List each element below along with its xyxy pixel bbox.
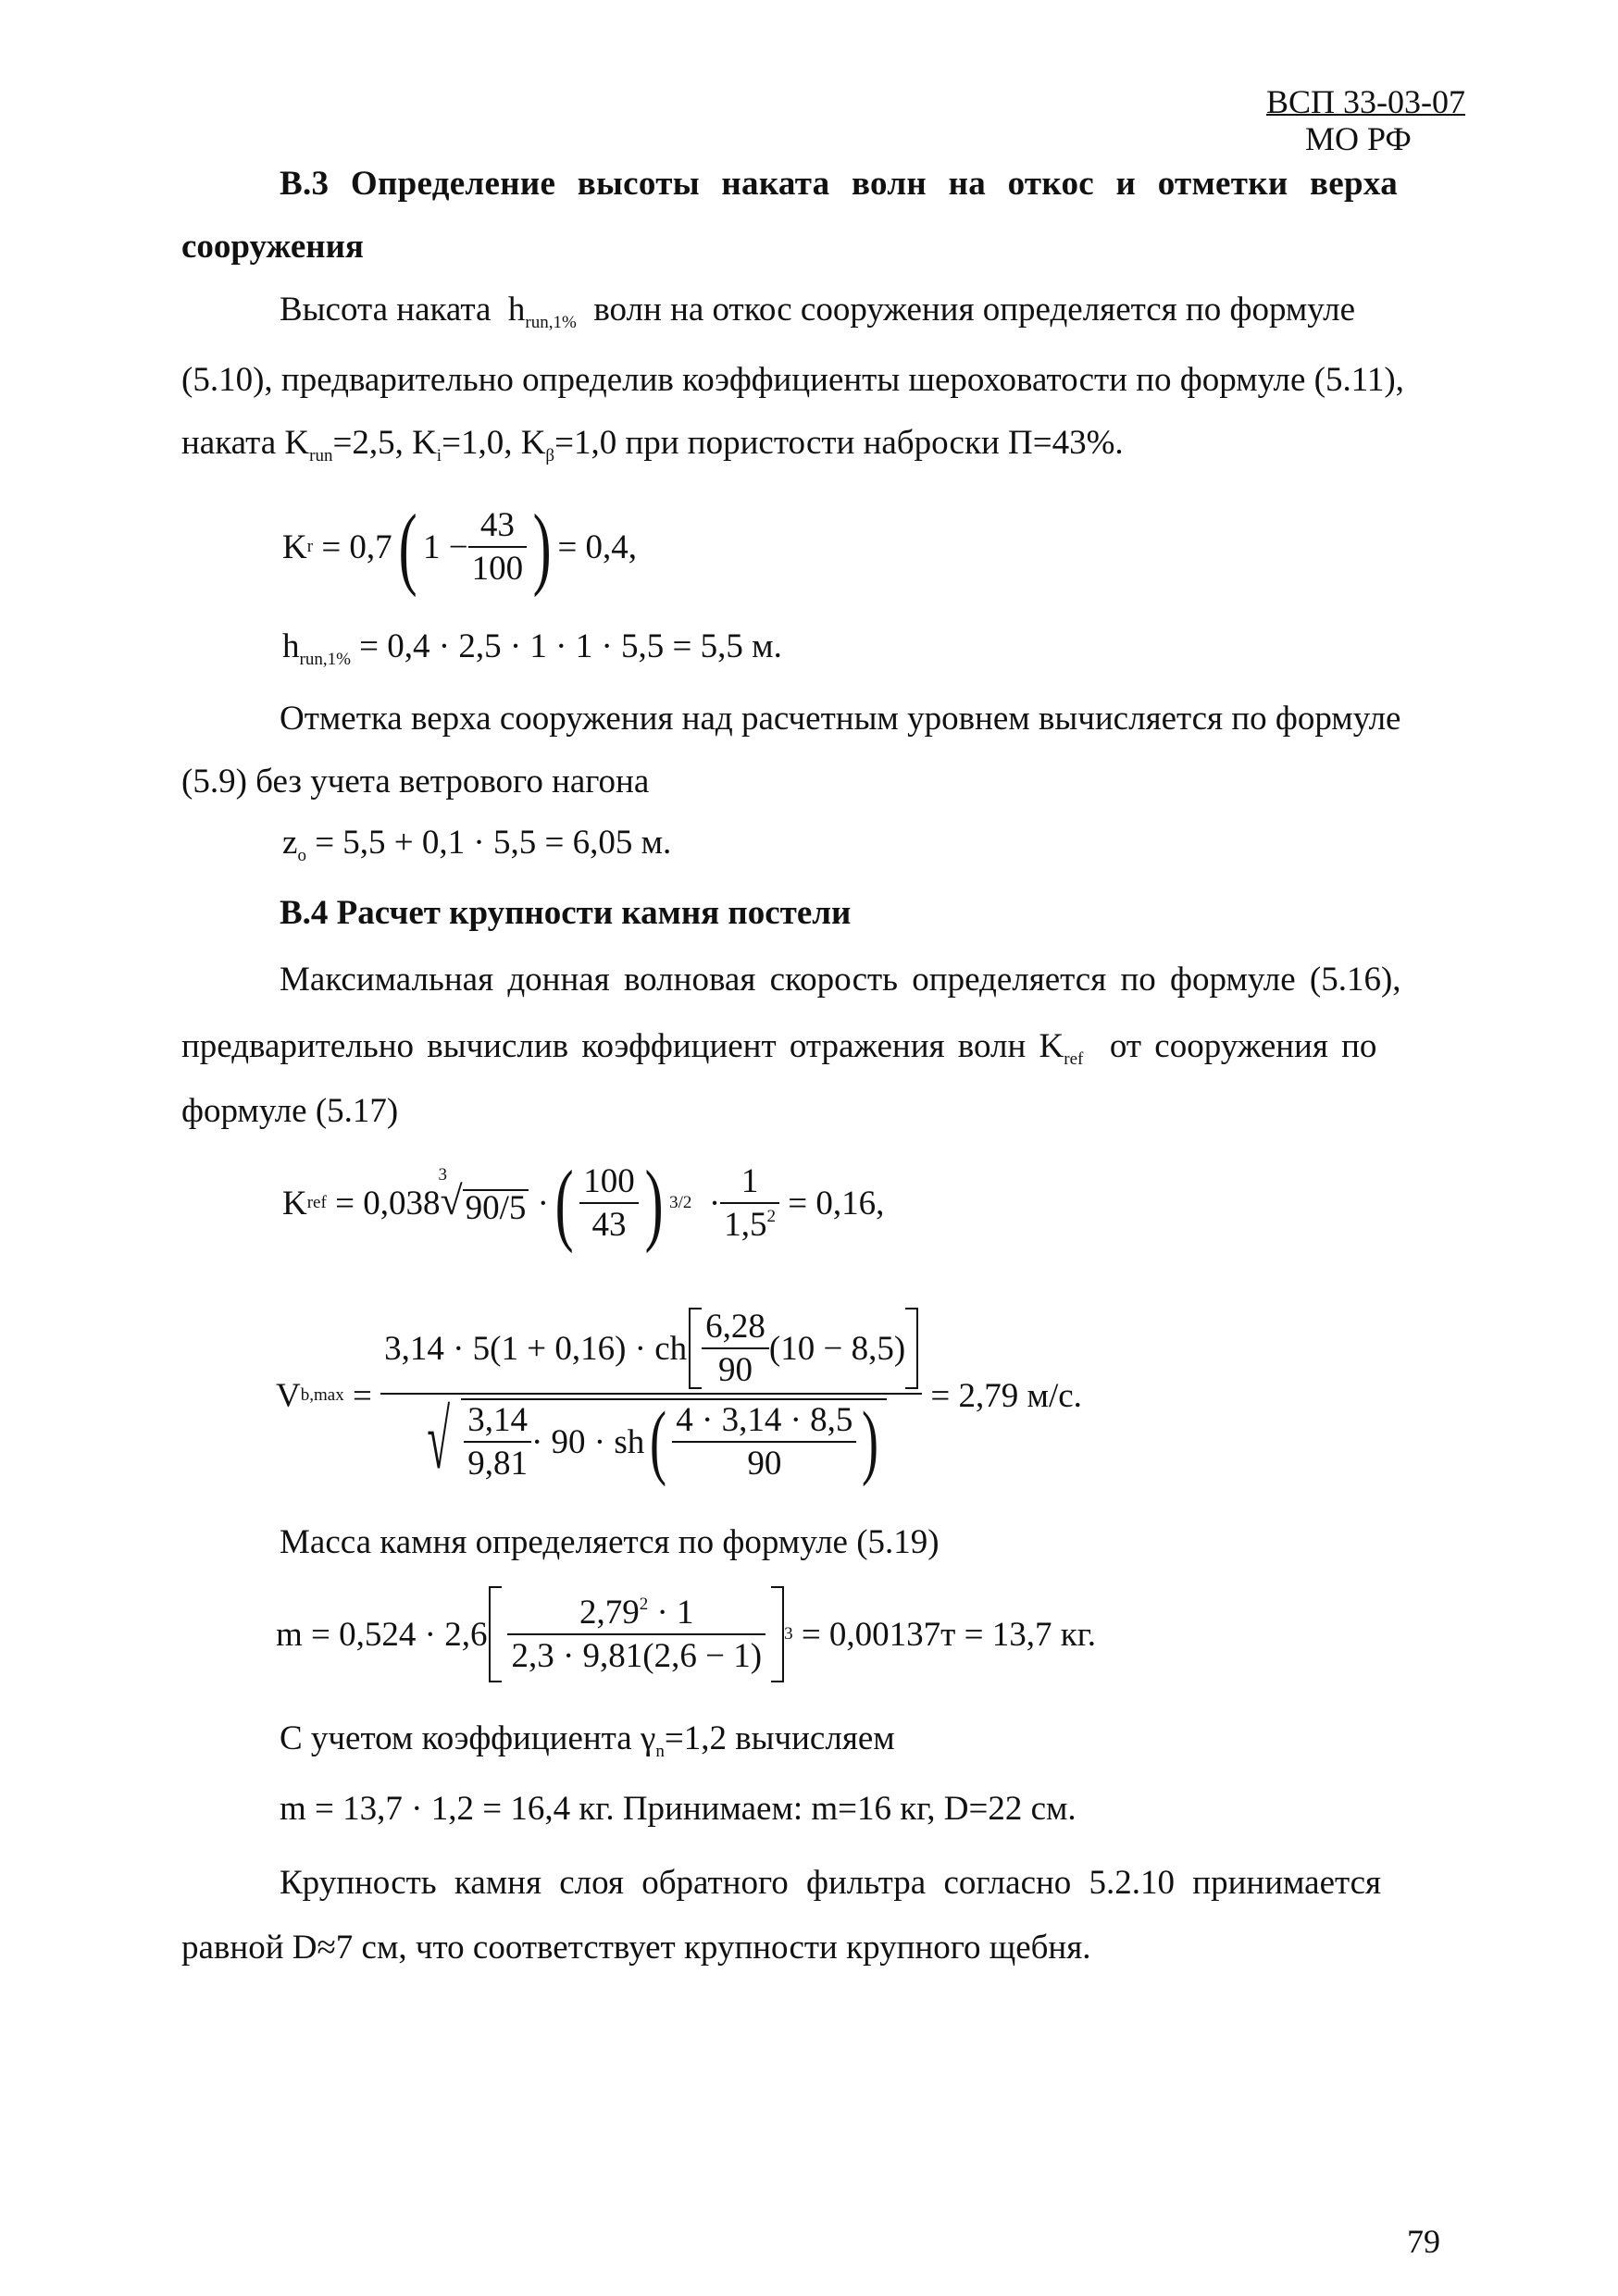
eq6-denominator: 2,3 · 9,81(2,6 − 1) bbox=[511, 1637, 763, 1675]
eq6-bracket-close bbox=[771, 1586, 784, 1682]
eq4-coef: = 0,038 bbox=[335, 1184, 441, 1222]
b4-p5-text-a: С учетом коэффициента γ bbox=[280, 1719, 656, 1757]
eq3-rhs: = 5,5 + 0,1 · 5,5 = 6,05 м. bbox=[315, 824, 672, 862]
eq5-den-text: · 90 · sh bbox=[530, 1422, 645, 1461]
eq4-dot1: · bbox=[537, 1184, 549, 1222]
eq5-num-frac-den: 90 bbox=[718, 1351, 753, 1389]
eq5-equals: = bbox=[352, 1376, 372, 1415]
doc-code: ВСП 33-03-07 bbox=[1266, 83, 1465, 120]
eq6-bracket-open bbox=[489, 1586, 502, 1682]
ki-subscript: i bbox=[436, 446, 442, 465]
eq5-numerator bbox=[380, 1308, 922, 1395]
eq6-num-value: 2,79 bbox=[579, 1594, 640, 1632]
b4-p2-text-b: от сооружения по bbox=[1109, 1027, 1377, 1065]
eq1-denominator: 100 bbox=[471, 550, 524, 588]
eq5-num-paren: (10 − 8,5) bbox=[768, 1329, 906, 1368]
gamma-subscript: n bbox=[655, 1742, 665, 1761]
b3-p3-text-c: =1,0, K bbox=[442, 424, 546, 462]
eq6-result: = 0,00137т = 13,7 кг. bbox=[801, 1615, 1096, 1654]
b4-p2-text-a: предварительно вычислив коэффициент отражения волн K bbox=[181, 1027, 1064, 1065]
eq6-fraction bbox=[507, 1595, 765, 1673]
eq1-paren-close: ) bbox=[532, 495, 552, 598]
eq6-numerator bbox=[507, 1595, 765, 1635]
eq4-paren-open: ( bbox=[554, 1151, 574, 1254]
eq1-fraction bbox=[468, 508, 528, 586]
eq5-den-fraction2 bbox=[672, 1403, 856, 1481]
eq4-fraction1 bbox=[579, 1164, 639, 1242]
b3-paragraph-line5: (5.9) без учета ветрового нагона bbox=[181, 763, 650, 800]
equation-mass: m = 0,524 · 2,6 $\frac{2,79^2 \cdot 1}{2,3 \cdot 9,81(2,6 - 1)}$ 3 = 0,00137т = 13,7 кг. bbox=[276, 1579, 1096, 1690]
eq3-lhs-sub: o bbox=[297, 846, 306, 865]
eq5-den-paren-open: ( bbox=[650, 1396, 667, 1487]
eq4-fraction2 bbox=[720, 1164, 779, 1242]
eq5-main-fraction bbox=[380, 1308, 922, 1487]
eq5-den-frac1-num: 3,14 bbox=[464, 1403, 531, 1443]
eq2-lhs-sub: run,1% bbox=[299, 650, 351, 669]
eq5-num-text: 3,14 · 5(1 + 0,16) · ch bbox=[384, 1329, 688, 1368]
eq4-den2-wrap bbox=[720, 1204, 779, 1242]
eq4-den2: 1,5 bbox=[724, 1206, 767, 1244]
eq4-num2: 1 bbox=[720, 1164, 779, 1204]
eq5-num-fraction bbox=[702, 1309, 769, 1387]
eq4-paren-close: ) bbox=[644, 1151, 664, 1254]
b4-paragraph-line6: m = 13,7 · 1,2 = 16,4 кг. Принимаем: m=16 кг, D=22 см. bbox=[280, 1790, 1077, 1828]
eq4-result: = 0,16, bbox=[788, 1184, 885, 1222]
eq5-denominator bbox=[380, 1395, 922, 1487]
eq2-lhs: h bbox=[282, 627, 300, 665]
equation-kr: K r = 0,7 ( 1 − $\frac{43}{100}$ ) = 0,4, bbox=[282, 495, 638, 598]
section-b3-heading-line1: В.3 Определение высоты наката волн на откос и отметки верха bbox=[280, 165, 1398, 203]
eq4-num1: 100 bbox=[579, 1164, 639, 1204]
eq2-rhs: = 0,4 · 2,5 · 1 · 1 · 5,5 = 5,5 м. bbox=[359, 627, 782, 665]
eq5-lhs: V bbox=[276, 1376, 301, 1415]
eq1-paren-open: ( bbox=[398, 495, 417, 598]
b3-paragraph-line4: Отметка верха сооружения над расчетным уровнем вычисляется по формуле bbox=[280, 700, 1401, 738]
b3-paragraph-line2: (5.10), предварительно определив коэффициенты шероховатости по формуле (5.11), bbox=[181, 361, 1404, 399]
eq5-num-frac-num: 6,28 bbox=[702, 1309, 769, 1349]
eq5-num-bracket-open bbox=[689, 1308, 702, 1389]
eq1-numerator: 43 bbox=[468, 508, 528, 548]
kref-subscript: ref bbox=[1064, 1049, 1084, 1069]
b4-paragraph-line2 bbox=[181, 1027, 1377, 1069]
eq6-lhs: m = 0,524 · 2,6 bbox=[276, 1615, 488, 1654]
section-b3-heading-line2: сооружения bbox=[181, 228, 364, 266]
hrun-subscript: run,1% bbox=[525, 313, 577, 332]
eq6-num-tail: · 1 bbox=[656, 1594, 694, 1632]
eq6-num-exp: 2 bbox=[639, 1595, 649, 1614]
eq4-den2-exp: 2 bbox=[766, 1207, 776, 1226]
org-label: МО РФ bbox=[1305, 120, 1412, 157]
sqrt-sign-icon: √ bbox=[427, 1395, 450, 1486]
eq1-coef: = 0,7 bbox=[321, 527, 392, 566]
eq4-radical: 3 √90/5 bbox=[440, 1181, 529, 1224]
eq5-den-frac2-num: 4 · 3,14 · 8,5 bbox=[672, 1403, 856, 1443]
page-number: 79 bbox=[1407, 2223, 1440, 2260]
eq4-lhs: K bbox=[282, 1184, 307, 1222]
eq5-sqrt-content bbox=[461, 1396, 887, 1487]
hrun-symbol: h bbox=[507, 291, 526, 329]
equation-hrun bbox=[282, 627, 782, 669]
eq1-lhs: K bbox=[282, 527, 307, 566]
eq5-num-bracket-close bbox=[905, 1308, 918, 1389]
b4-paragraph-line3: формуле (5.17) bbox=[181, 1092, 399, 1130]
eq5-den-frac1-den: 9,81 bbox=[467, 1445, 528, 1483]
b4-paragraph-line5 bbox=[280, 1719, 895, 1761]
eq5-den-frac2-den: 90 bbox=[747, 1445, 782, 1483]
b3-p1-text-b: волн на откос сооружения определяется по формуле bbox=[593, 291, 1356, 329]
b4-paragraph-line4: Масса камня определяется по формуле (5.19) bbox=[280, 1523, 940, 1561]
eq1-one-minus: 1 − bbox=[423, 527, 468, 566]
eq4-den1: 43 bbox=[591, 1206, 627, 1244]
kbeta-subscript: β bbox=[545, 446, 555, 465]
section-b4-heading: В.4 Расчет крупности камня постели bbox=[280, 894, 852, 932]
equation-z0 bbox=[282, 824, 672, 865]
b4-paragraph-line1: Максимальная донная волновая скорость определяется по формуле (5.16), bbox=[280, 961, 1401, 999]
b4-paragraph-line7: Крупность камня слоя обратного фильтра согласно 5.2.10 принимается bbox=[280, 1864, 1382, 1902]
eq1-result: = 0,4, bbox=[557, 527, 638, 566]
eq3-lhs: z bbox=[282, 824, 298, 862]
equation-vbmax: V b,max = 3,14 · 5(1 + 0,16) · ch $\frac{6,28}{90}$ (10 − 8,5) √ $\frac{3,14}{9,81}$ · 90 · sh ( $\frac{4 \cdot 3,14 \cdot 8,5}{90}$ ) = 2,79 м/с. bbox=[276, 1308, 1082, 1487]
b4-paragraph-line8: равной D≈7 см, что соответствует крупности крупного щебня. bbox=[181, 1929, 1091, 1967]
b4-p5-text-b: =1,2 вычисляем bbox=[664, 1719, 895, 1757]
b3-paragraph-line1 bbox=[280, 291, 1356, 332]
b3-p1-text-a: Высота наката bbox=[280, 291, 492, 329]
equation-kref: K ref = 0,038 3 √90/5 · ( $\frac{100}{43}$ ) 3/2 · $\frac{1}{1,5^2}$ = 0,16, bbox=[282, 1151, 885, 1254]
eq5-result: = 2,79 м/с. bbox=[930, 1376, 1082, 1415]
eq5-den-fraction1 bbox=[464, 1403, 531, 1481]
krun-subscript: run bbox=[309, 446, 333, 465]
eq4-radicand: 90/5 bbox=[463, 1189, 529, 1225]
b3-p3-text-b: =2,5, K bbox=[332, 424, 437, 462]
eq4-dot2: · bbox=[708, 1184, 721, 1222]
b3-p3-text-d: =1,0 при пористости наброски П=43%. bbox=[554, 424, 1124, 462]
b3-paragraph-line3 bbox=[181, 424, 1124, 465]
eq5-den-paren-close: ) bbox=[862, 1396, 879, 1487]
b3-p3-text-a: наката K bbox=[181, 424, 310, 462]
radical-sign-icon: √ bbox=[440, 1178, 463, 1224]
